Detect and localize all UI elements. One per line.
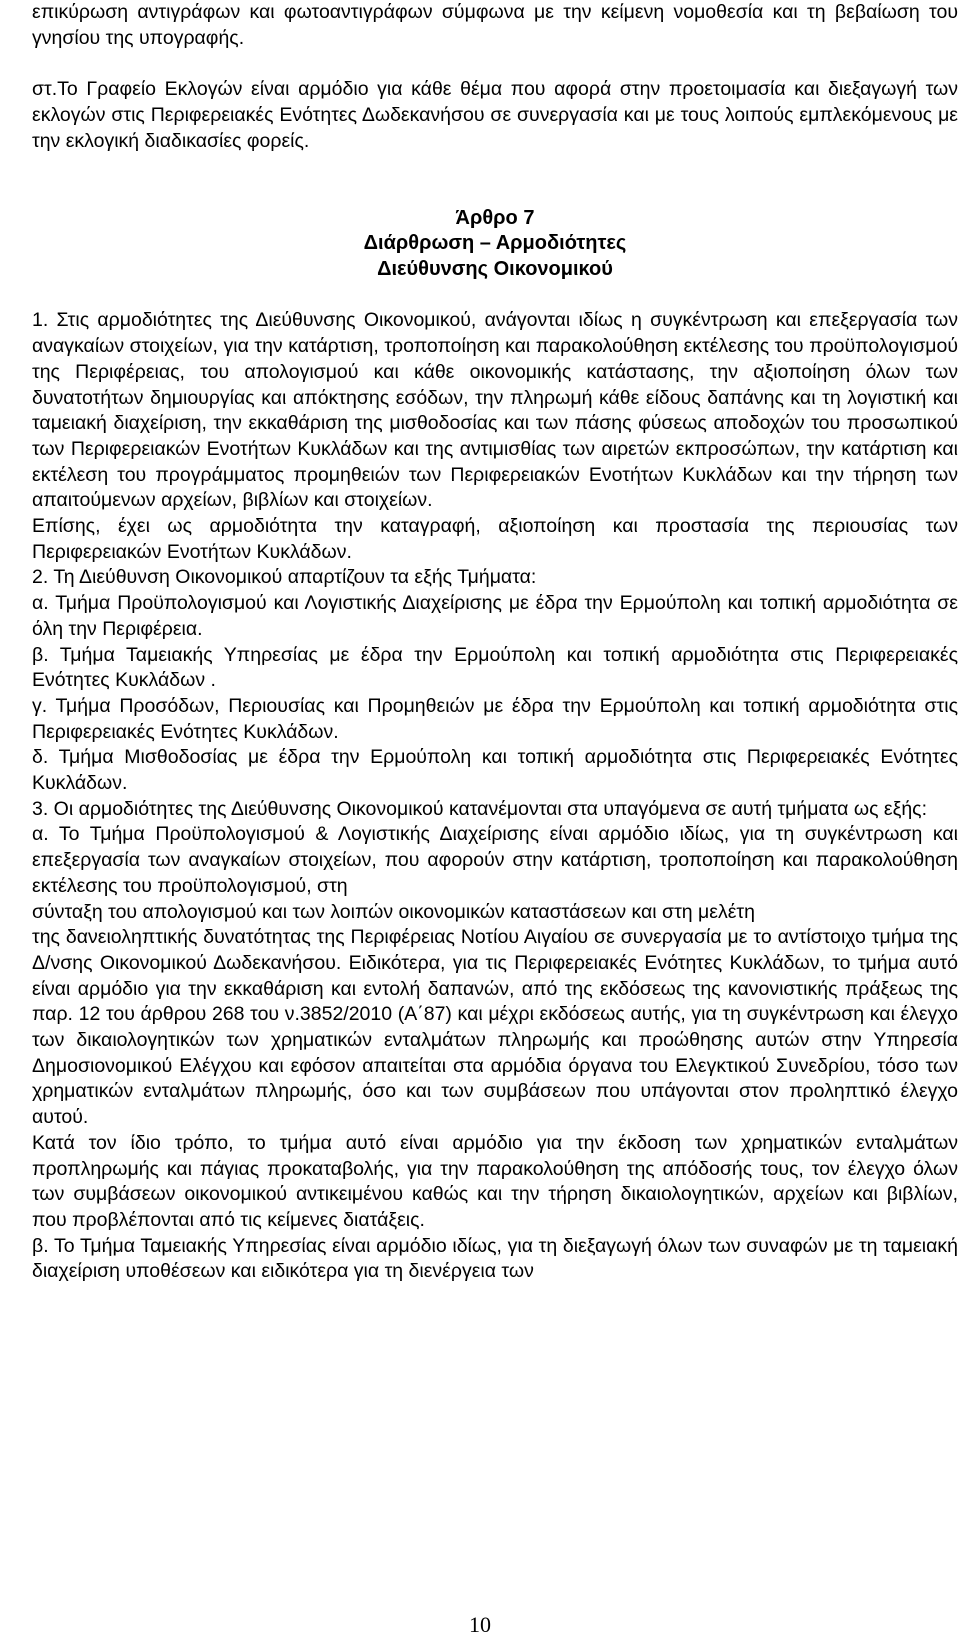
document-page: [32, 0, 958, 1285]
paragraph-3b: β. Το Τμήμα Ταμειακής Υπηρεσίας είναι αρμόδιο ιδίως, για τη διεξαγωγή όλων των συναφών με τη ταμειακή διαχείριση υποθέσεων και ειδικότερα για τη διενέργεια των: [32, 1234, 958, 1283]
paragraph-3a-part2: της δανειοληπτικής δυνατότητας της Περιφέρειας Νοτίου Αιγαίου σε συνεργασία με το αντίστοιχο τμήμα της Δ/νσης Οικονομικού Δωδεκανήσου. Ειδικότερα, για τις Περιφερειακές Ενότητες Κυκλάδων, το τμήμα αυτό είναι αρμόδιο για την εκκαθάριση και εντολή δαπανών, από της εκδόσεως της κανονιστικής πράξεως της παρ. 12 του άρθρου 268 του ν.3852/2010 (Α΄87) και μέχρι εκδόσεως αυτής, για τη συγκέντρωση και έλεγχο των δικαιολογητικών των χρηματικών ενταλμάτων πληρωμής και προώθησης αυτών στην Υπηρεσία Δημοσιονομικού Ελέγχου και εφόσον απαιτείται στα αρμόδια όργανα του Ελεγκτικού Συνεδρίου, τόσο των χρηματικών ενταλμάτων πληρωμής, όσο και των συμβάσεων που υπάγονται στον προληπτικό έλεγχο αυτού.: [32, 926, 958, 1129]
paragraph-2b: β. Τμήμα Ταμειακής Υπηρεσίας με έδρα την Ερμούπολη και τοπική αρμοδιότητα στις Περιφερειακές Ενότητες Κυκλάδων .: [32, 643, 958, 692]
paragraph-2: 2. Τη Διεύθυνση Οικονομικού απαρτίζουν τα εξής Τμήματα:: [32, 566, 537, 589]
paragraph-3: 3. Οι αρμοδιότητες της Διεύθυνσης Οικονομικού κατανέμονται στα υπαγόμενα σε αυτή τμήματα ως εξής:: [32, 797, 928, 820]
paragraph-1: 1. Στις αρμοδιότητες της Διεύθυνσης Οικονομικού, ανάγονται ιδίως η συγκέντρωση και επεξεργασία των αναγκαίων στοιχείων, για την κατάρτιση, τροποποίηση και παρακολούθηση εκτέλεσης του προϋπολογισμού της Περιφέρειας, του απολογισμού και κάθε οικονομικής κατάστασης, την αξιοποίηση όλων των δυνατοτήτων δημιουργίας και απόκτησης εσόδων, την πληρωμή κάθε είδους δαπάνης και τη λογιστική και ταμειακή διαχείριση, την εκκαθάριση της μισθοδοσίας και των πάσης φύσεως αποδοχών του προσωπικού των Περιφερειακών Ενοτήτων Κυκλάδων και της αντιμισθίας των αιρετών εκπροσώπων, την κατάρτιση και εκτέλεση του προγράμματος προμηθειών των Περιφερειακών Ενοτήτων Κυκλάδων και την τήρηση των απαιτούμενων αρχείων, βιβλίων και στοιχείων.: [32, 309, 958, 512]
paragraph-2a: α. Τμήμα Προϋπολογισμού και Λογιστικής Διαχείρισης με έδρα την Ερμούπολη και τοπική αρμοδιότητα σε όλη την Περιφέρεια.: [32, 592, 958, 640]
intro-paragraph: επικύρωση αντιγράφων και φωτοαντιγράφων σύμφωνα με την κείμενη νομοθεσία και τη βεβαίωση του γνησίου της υπογραφής.: [32, 1, 958, 49]
paragraph-2c: γ. Τμήμα Προσόδων, Περιουσίας και Προμηθειών με έδρα την Ερμούπολη και τοπική αρμοδιότητα στις Περιφερειακές Ενότητες Κυκλάδων.: [32, 694, 958, 743]
paragraph-3a-part3: Κατά τον ίδιο τρόπο, το τμήμα αυτό είναι αρμόδιο για την έκδοση των χρηματικών ενταλμάτων προπληρωμής και πάγιας προκαταβολής, για την παρακολούθηση της απόδοσής τους, τον έλεγχο όλων των συμβάσεων οικονομικού αντικειμένου καθώς και την τήρηση δικαιολογητικών, αρχείων και βιβλίων, που προβλέπονται από τις κείμενες διατάξεις.: [32, 1131, 958, 1231]
page-number: 10: [469, 1612, 491, 1637]
article-subtitle: Διεύθυνσης Οικονομικού: [377, 258, 613, 280]
paragraph-also: Επίσης, έχει ως αρμοδιότητα την καταγραφή, αξιοποίηση και προστασία της περιουσίας των Περιφερειακών Ενοτήτων Κυκλάδων.: [32, 515, 958, 563]
item-st-paragraph: στ.Το Γραφείο Εκλογών είναι αρμόδιο για κάθε θέμα που αφορά στην προετοιμασία και διεξαγωγή των εκλογών στις Περιφερειακές Ενότητες Δωδεκανήσου σε συνεργασία και με τους λοιπούς εμπλεκόμενους με την εκλογική διαδικασίες φορείς.: [32, 78, 958, 152]
article-title: Διάρθρωση – Αρμοδιότητες: [363, 232, 627, 255]
paragraph-3a-line: σύνταξη του απολογισμού και των λοιπών οικονομικών καταστάσεων και στη μελέτη: [32, 900, 755, 923]
paragraph-2d: δ. Τμήμα Μισθοδοσίας με έδρα την Ερμούπολη και τοπική αρμοδιότητα στις Περιφερειακές Ενότητες Κυκλάδων.: [32, 746, 958, 795]
paragraph-3a-part1: α. Το Τμήμα Προϋπολογισμού & Λογιστικής Διαχείρισης είναι αρμόδιο ιδίως, για τη συγκέντρωση και επεξεργασία των αναγκαίων στοιχείων, που αφορούν στην κατάρτιση, τροποποίηση και παρακολούθηση εκτέλεσης του προϋπολογισμού, στη: [32, 823, 958, 897]
article-number: Άρθρο 7: [455, 206, 535, 229]
